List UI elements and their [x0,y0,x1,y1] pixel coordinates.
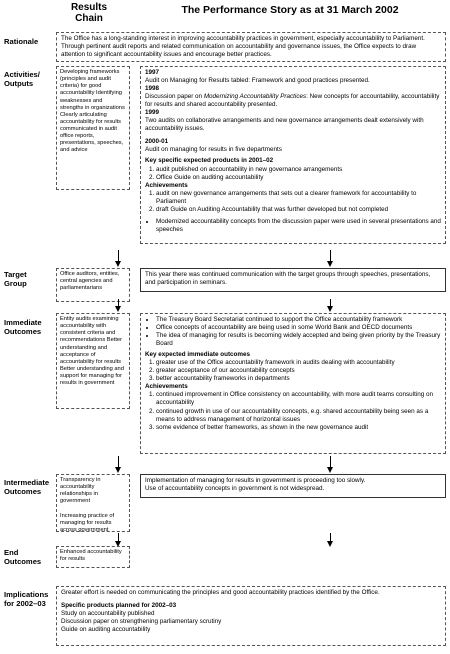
immediate-achievements-heading: Achievements [145,383,188,391]
year-1998: 1998 [145,85,160,93]
activities-chain-box [56,66,130,190]
list-item: 2. greater acceptance of our accountability concepts [156,367,441,375]
arrow-down-icon [118,299,119,307]
list-item: • The idea of managing for results is becoming widely accepted and being given priority by the Treasury Board [156,332,441,348]
list-item: • Office concepts of accountability are being used in some World Bank and OECD documents [156,324,441,332]
intermediate-label: Intermediate Outcomes [4,478,50,497]
year-1997: 1997 [145,69,160,76]
achievements-heading: Achievements [145,181,188,189]
rationale-box [56,32,446,62]
immediate-story-box [140,313,446,454]
target-chain-text: Office auditors, entities, central agencies and parliamentarians [60,271,120,292]
intermediate-text-1: Implementation of managing for results in government is proceeding too slowly. [145,477,366,484]
list-item: 2. continued growth in use of our accountability concepts, e.g. shared accountability being seen as a means to address management of horizontal issues [156,408,441,424]
year-2000-01-text: Audit on managing for results in five departments [145,146,282,154]
key-immediate-heading: Key expected immediate outcomes [145,351,250,359]
implications-box [56,586,446,646]
rationale-label: Rationale [4,37,39,46]
year-1998-text: Discussion paper on Modernizing Accountability Practices: New concepts for accountability, accountability for results and shared accountability presented. [145,93,440,109]
activities-bullets [145,218,441,234]
target-story-box [140,268,446,292]
immediate-label: Immediate Outcomes [4,318,42,337]
arrow-down-icon [330,299,331,307]
list-item: 2. draft Guide on Auditing Accountability that was further developed but not completed [156,206,441,214]
list-item: 1. continued improvement in Office consistency on accountability, with more audit teams consulting on accountability [156,391,441,407]
list-item: Discussion paper on strengthening parliamentary scrutiny [61,618,222,626]
results-chain-header: Results Chain [70,2,108,24]
year-1997-text: Audit on Managing for Results tabled: Framework and good practices presented. [145,77,370,85]
immediate-chain-box [56,313,130,409]
list-item: • Modernized accountability concepts from the discussion paper were used in several presentations and speeches [156,218,441,234]
specific-products-heading: Specific products planned for 2002–03 [61,602,177,610]
intermediate-chain-box [56,474,130,532]
year-1999-text: Two audits on collaborative arrangements and new governance arrangements dealt extensively with accountability issues. [145,117,424,133]
list-item: Study on accountability published [61,610,155,618]
end-chain-text: Enhanced accountability for results [60,549,122,563]
activities-label: Activities/ Outputs [4,70,40,89]
intermediate-chain-1: Transparency in accountability relationships in government [60,477,101,505]
immediate-bullets [145,316,441,348]
activities-chain-text: Developing frameworks (principles and audit criteria) for good accountability Identifying weaknesses and strengths in organizations Clearly articulating accountability for results communicated in audit office reports, presentations, speeches, and advice [60,69,125,154]
key-products-list [145,166,441,182]
arrow-down-icon [330,533,331,542]
intermediate-story-box [140,474,446,498]
implications-text: Greater effort is needed on communicating the principles and good accountability practices identified by the Office. [61,589,380,596]
list-item: • The Treasury Board Secretariat continued to support the Office accountability framework [156,316,441,324]
list-item: 1. audit published on accountability in new governance arrangements [156,166,441,174]
page-title: The Performance Story as at 31 March 2002 [181,4,399,16]
arrow-down-icon [330,456,331,468]
rationale-text: The Office has a long-standing interest in improving accountability practices in government, especially accountability to Parliament. Through pertinent audit reports and related communication on accountability and governance issues, the Office expects to draw attention to significant accountability issues and encourage better practices. [61,35,425,59]
arrow-down-icon [330,250,331,262]
arrow-down-icon [118,456,119,468]
list-item: 1. greater use of the Office accountability framework in audits dealing with accountability [156,359,441,367]
arrow-down-icon [118,250,119,262]
end-label: End Outcomes [4,548,42,567]
target-text: This year there was continued communication with the target groups through speeches, presentations, and participation in seminars. [145,271,431,287]
year-2000-01: 2000-01 [145,138,169,146]
arrow-down-icon [118,533,119,542]
list-item: Guide on auditing accountability [61,626,151,634]
intermediate-text-2: Use of accountability concepts in government is not widespread. [145,485,325,493]
end-chain-box [56,546,130,568]
list-item: 1. audit on new governance arrangements that sets out a clearer framework for accountability to Parliament [156,190,441,206]
activities-story-box [140,66,446,244]
key-immediate-list [145,359,441,383]
target-label: Target Group [4,270,27,289]
list-item: 3. better accountability frameworks in departments [156,375,441,383]
target-chain-box [56,268,130,302]
achievements-list [145,190,441,214]
implications-label: Implications for 2002–03 [4,590,49,609]
list-item: 2. Office Guide on auditing accountability [156,174,441,182]
list-item: 3. some evidence of better frameworks, as shown in the new governance audit [156,424,441,432]
immediate-chain-text: Entity audits examining accountability with consistent criteria and recommendations Better understanding and acceptance of accountability for results Better understanding and support for managing for results in government [60,316,124,387]
intermediate-chain-2: Increasing practice of managing for results across government [60,512,115,533]
key-products-heading: Key specific expected products in 2001–02 [145,157,274,165]
immediate-achievements-list [145,391,441,431]
year-1999: 1999 [145,109,160,117]
